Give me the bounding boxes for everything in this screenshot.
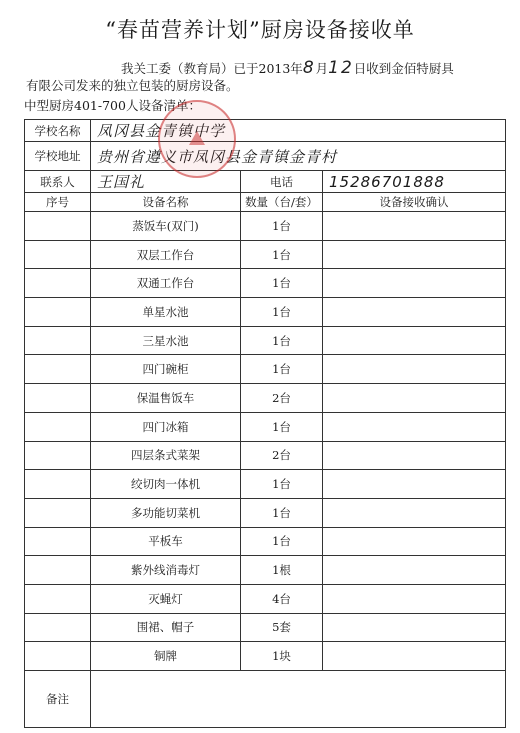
table-row	[25, 298, 506, 327]
receipt-confirm	[323, 613, 506, 642]
table-row	[25, 470, 506, 499]
row-index	[25, 298, 91, 327]
intro-paragraph	[26, 60, 502, 94]
row-index	[25, 240, 91, 269]
equipment-qty: 1台	[241, 298, 323, 327]
official-seal	[158, 100, 236, 178]
equipment-name: 绞切肉一体机	[91, 470, 241, 499]
receipt-confirm	[323, 584, 506, 613]
row-index	[25, 384, 91, 413]
table-row	[25, 384, 506, 413]
table-row	[25, 556, 506, 585]
equipment-name: 紫外线消毒灯	[91, 556, 241, 585]
equipment-name: 三星水池	[91, 326, 241, 355]
table-row	[25, 412, 506, 441]
table-row	[25, 527, 506, 556]
contact-label: 联系人	[25, 171, 91, 193]
equipment-name: 蒸饭车(双门)	[91, 212, 241, 241]
table-row	[25, 613, 506, 642]
receipt-confirm	[323, 326, 506, 355]
row-index	[25, 642, 91, 671]
contact-value: 王国礼	[91, 171, 241, 193]
equipment-qty: 1台	[241, 470, 323, 499]
row-index	[25, 470, 91, 499]
equipment-name: 多功能切菜机	[91, 498, 241, 527]
receipt-confirm	[323, 298, 506, 327]
equipment-name: 双层工作台	[91, 240, 241, 269]
equipment-qty: 1台	[241, 240, 323, 269]
remarks-value	[91, 671, 506, 728]
table-row	[25, 326, 506, 355]
col-header-name: 设备名称	[91, 193, 241, 212]
table-row	[25, 498, 506, 527]
receipt-confirm	[323, 355, 506, 384]
equipment-list-label: 中型厨房401-700人设备清单：	[24, 98, 201, 113]
row-index	[25, 212, 91, 241]
receipt-confirm	[323, 498, 506, 527]
phone-value: 15286701888	[323, 171, 506, 193]
receipt-confirm	[323, 642, 506, 671]
intro-suffix: 日收到金佰特厨具	[353, 61, 454, 76]
school-name-label: 学校名称	[25, 120, 91, 142]
equipment-receipt-table	[24, 119, 506, 728]
table-row	[25, 441, 506, 470]
row-index	[25, 498, 91, 527]
equipment-qty: 1台	[241, 269, 323, 298]
row-index	[25, 412, 91, 441]
receipt-confirm	[323, 412, 506, 441]
equipment-name: 铜牌	[91, 642, 241, 671]
equipment-name: 保温售饭车	[91, 384, 241, 413]
col-header-confirm: 设备接收确认	[323, 193, 506, 212]
row-index	[25, 584, 91, 613]
equipment-qty: 1台	[241, 212, 323, 241]
row-index	[25, 527, 91, 556]
equipment-qty: 1根	[241, 556, 323, 585]
remarks-row	[25, 671, 506, 728]
receipt-confirm	[323, 240, 506, 269]
receipt-confirm	[323, 527, 506, 556]
equipment-name: 灭蝇灯	[91, 584, 241, 613]
school-address-row	[25, 142, 506, 171]
intro-mid: 月	[315, 61, 329, 76]
school-name-row	[25, 120, 506, 142]
row-index	[25, 326, 91, 355]
school-address-value: 贵州省遵义市凤冈县金青镇金青村	[91, 142, 506, 171]
receipt-confirm	[323, 384, 506, 413]
equipment-name: 四门冰箱	[91, 412, 241, 441]
intro-prefix: 我关工委（教育局）已于2013年	[121, 61, 303, 76]
handwritten-day: 12	[328, 58, 354, 78]
table-row	[25, 584, 506, 613]
receipt-confirm	[323, 556, 506, 585]
table-row	[25, 269, 506, 298]
phone-label: 电话	[241, 171, 323, 193]
receipt-confirm	[323, 212, 506, 241]
equipment-qty: 1台	[241, 355, 323, 384]
row-index	[25, 556, 91, 585]
row-index	[25, 269, 91, 298]
contact-row	[25, 171, 506, 193]
remarks-label: 备注	[25, 671, 91, 728]
table-row	[25, 240, 506, 269]
receipt-confirm	[323, 441, 506, 470]
row-index	[25, 355, 91, 384]
equipment-name: 双通工作台	[91, 269, 241, 298]
equipment-name: 四门碗柜	[91, 355, 241, 384]
col-header-index: 序号	[25, 193, 91, 212]
seal-star-icon	[189, 131, 205, 145]
equipment-qty: 4台	[241, 584, 323, 613]
equipment-qty: 5套	[241, 613, 323, 642]
equipment-name: 平板车	[91, 527, 241, 556]
document-title: “春苗营养计划”厨房设备接收单	[105, 18, 415, 42]
equipment-name: 四层条式菜架	[91, 441, 241, 470]
equipment-qty: 1台	[241, 412, 323, 441]
table-row	[25, 642, 506, 671]
equipment-qty: 2台	[241, 441, 323, 470]
column-header-row	[25, 193, 506, 212]
equipment-qty: 1台	[241, 326, 323, 355]
equipment-name: 围裙、帽子	[91, 613, 241, 642]
equipment-qty: 1台	[241, 527, 323, 556]
table-row	[25, 212, 506, 241]
col-header-qty: 数量（台/套）	[241, 193, 323, 212]
school-name-value: 凤冈县金青镇中学	[91, 120, 506, 142]
equipment-qty: 1台	[241, 498, 323, 527]
handwritten-month: 8	[302, 58, 316, 78]
equipment-name: 单星水池	[91, 298, 241, 327]
intro-line-2: 有限公司发来的独立包装的厨房设备。	[26, 78, 239, 93]
school-address-label: 学校地址	[25, 142, 91, 171]
receipt-confirm	[323, 470, 506, 499]
row-index	[25, 613, 91, 642]
equipment-qty: 1块	[241, 642, 323, 671]
receipt-confirm	[323, 269, 506, 298]
equipment-qty: 2台	[241, 384, 323, 413]
table-row	[25, 355, 506, 384]
row-index	[25, 441, 91, 470]
